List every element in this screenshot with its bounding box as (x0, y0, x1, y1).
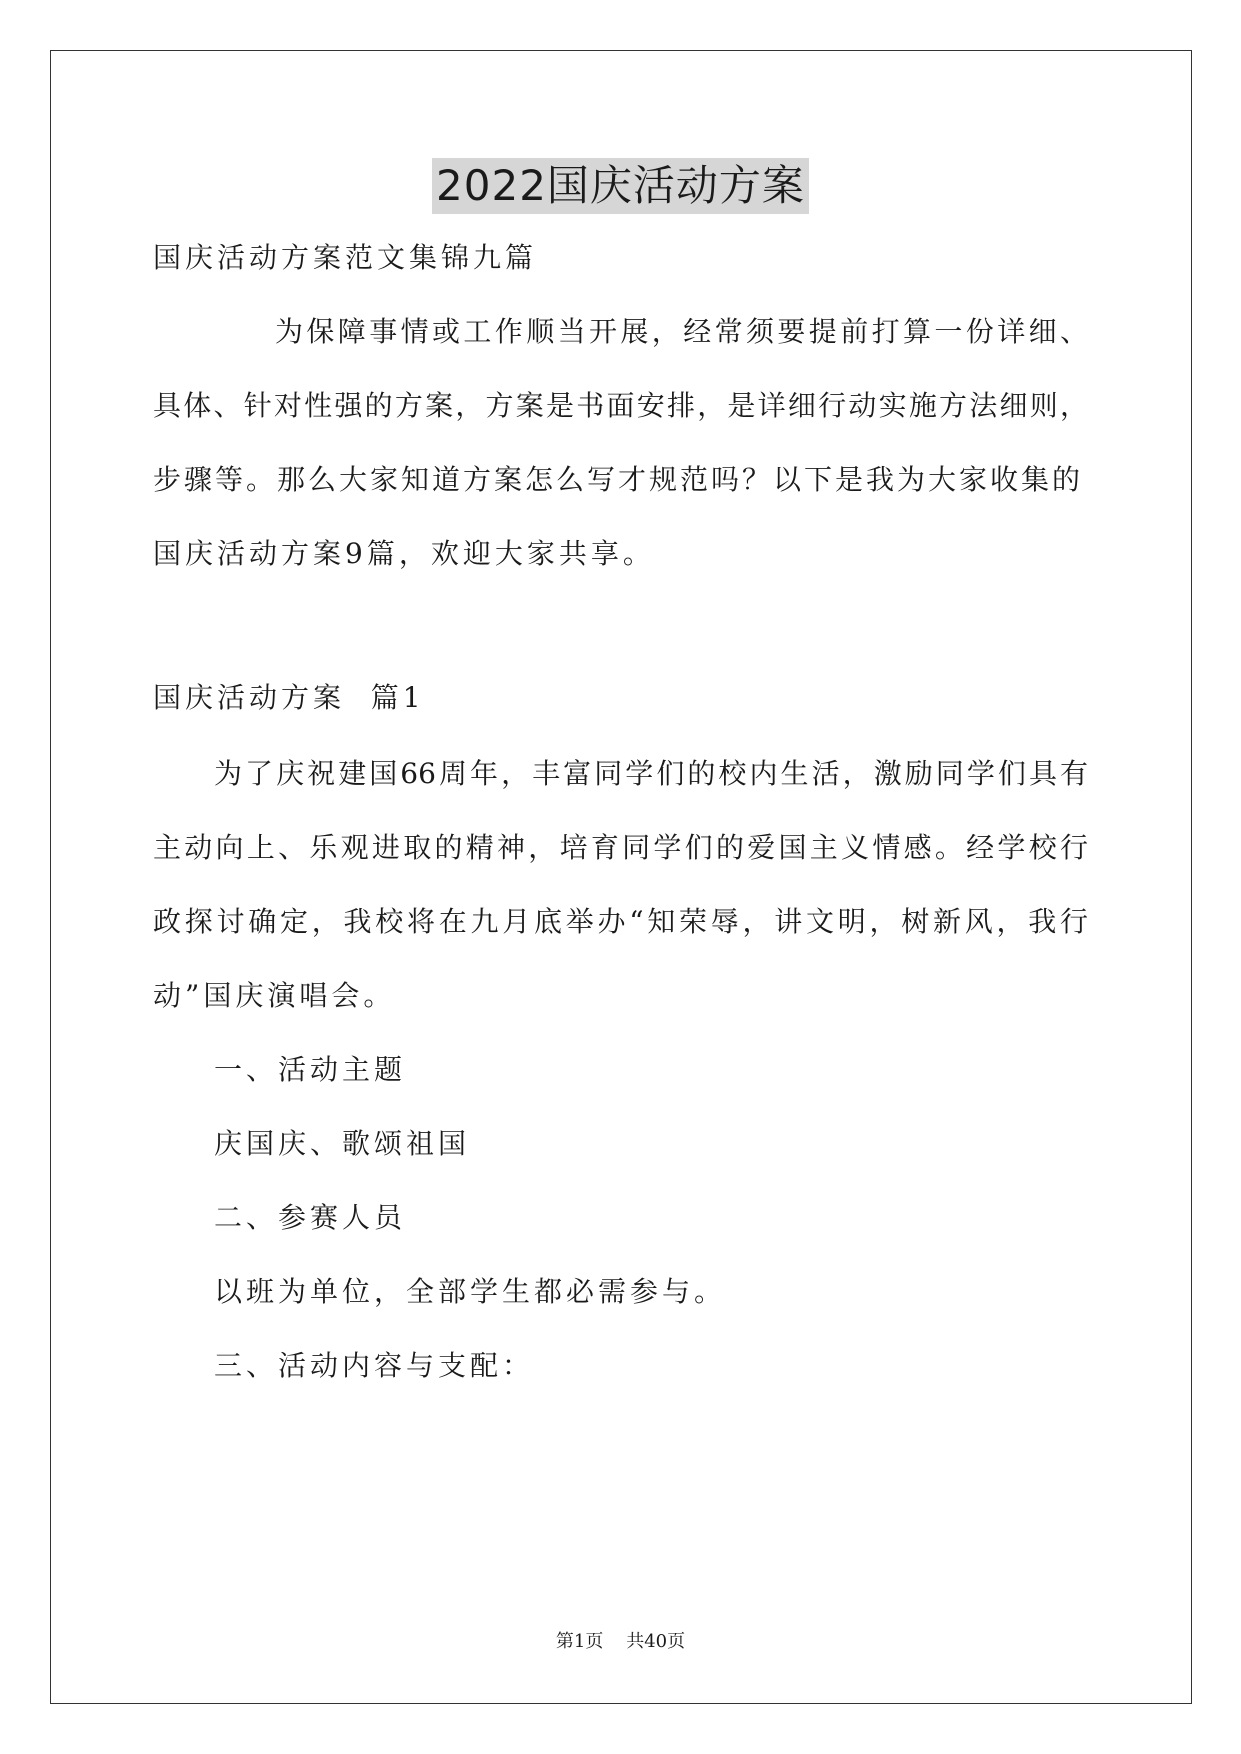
list-item-participants-heading: 二、参赛人员 (214, 1201, 407, 1234)
page-border (50, 50, 1192, 1704)
list-item-theme: 庆国庆、歌颂祖国 (214, 1127, 471, 1160)
list-item-content-heading: 三、活动内容与支配： (214, 1349, 535, 1382)
intro-line-3: 步骤等。那么大家知道方案怎么写才规范吗？以下是我为大家收集的 (153, 463, 1080, 496)
footer-page-prefix: 第 (555, 1631, 574, 1652)
section-heading: 国庆活动方案 篇1 (153, 681, 425, 714)
footer-page-number: 1 (573, 1631, 586, 1652)
page-footer (0, 1630, 1241, 1654)
footer-page-suffix: 页 (585, 1631, 604, 1652)
document-title: 2022国庆活动方案 (432, 158, 809, 214)
intro-line-2: 具体、针对性强的方案，方案是书面安排，是详细行动实施方法细则， (153, 389, 1088, 422)
footer-total-prefix: 共 (626, 1631, 645, 1652)
footer-total-suffix: 页 (667, 1631, 686, 1652)
title-container (0, 158, 1241, 214)
intro-line-4: 国庆活动方案9篇，欢迎大家共享。 (153, 537, 655, 570)
document-subtitle: 国庆活动方案范文集锦九篇 (153, 241, 538, 274)
section-line-2: 主动向上、乐观进取的精神，培育同学们的爱国主义情感。经学校行 (153, 831, 1088, 864)
intro-line-1: 为保障事情或工作顺当开展，经常须要提前打算一份详细、 (275, 315, 1088, 348)
list-item-theme-heading: 一、活动主题 (214, 1053, 407, 1086)
section-line-3: 政探讨确定，我校将在九月底举办“知荣辱，讲文明，树新风，我行 (153, 905, 1088, 938)
footer-total-pages: 40 (644, 1631, 668, 1652)
list-item-participants: 以班为单位，全部学生都必需参与。 (214, 1275, 727, 1308)
section-line-4: 动”国庆演唱会。 (153, 979, 396, 1012)
section-line-1: 为了庆祝建国66周年，丰富同学们的校内生活，激励同学们具有 (214, 757, 1088, 790)
